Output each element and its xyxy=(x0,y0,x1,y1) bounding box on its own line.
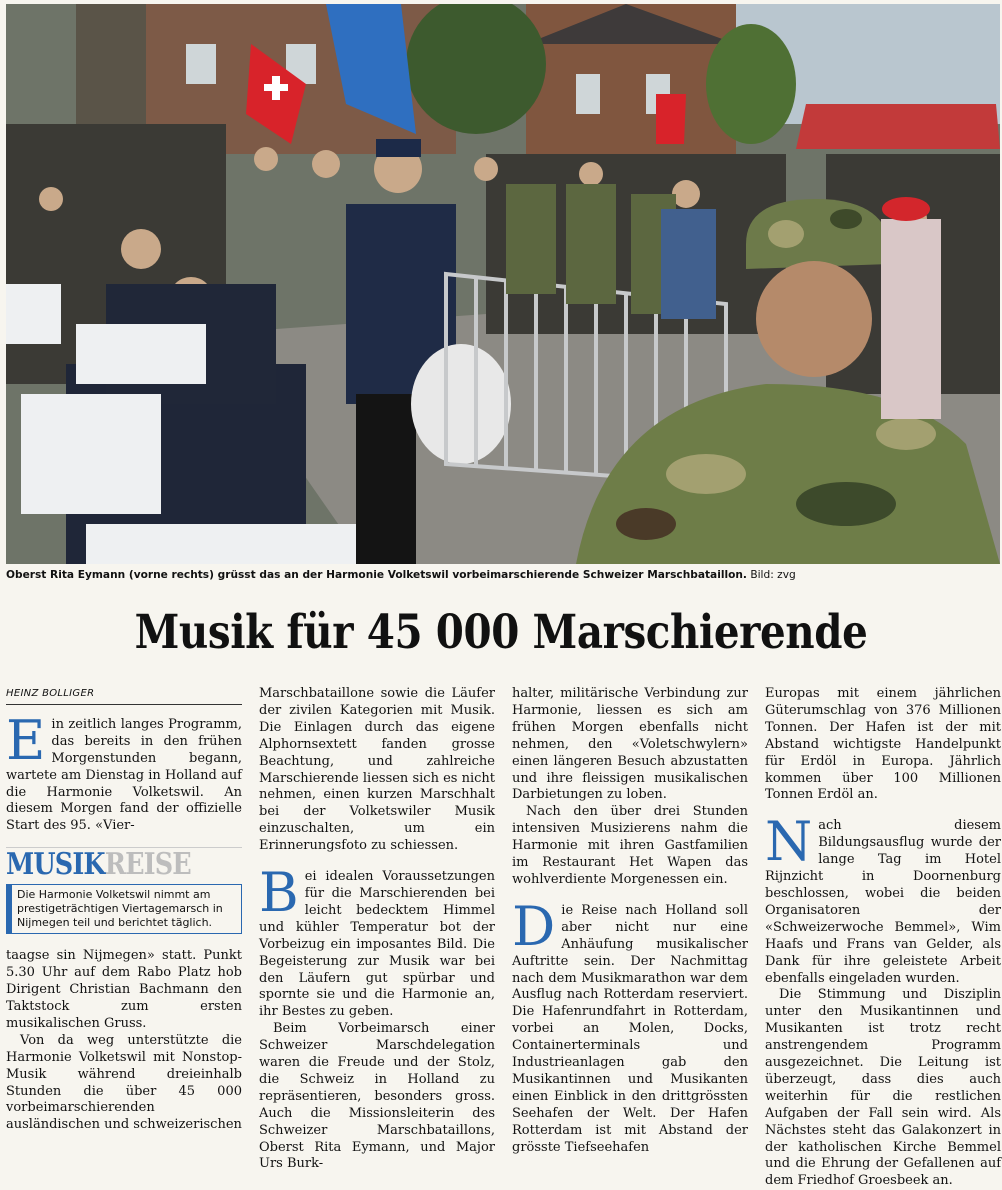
rubric-title xyxy=(6,848,207,882)
article-column-4 xyxy=(765,686,1001,1190)
paragraph: ei idealen Voraussetzungen für die Marschierenden bei leicht bedecktem Himmel und kühler Temperatur bot der Vorbeizug ein imposantes Bild. Die Begeisterung zur Musik war bei den Läufern gut spürbar und spornte sie und die Harmonie an, ihr Bestes zu geben. xyxy=(259,869,495,1020)
drop-cap: D xyxy=(512,894,556,958)
headline: Musik für 45 000 Marschierende xyxy=(134,605,868,660)
paragraph: Europas mit einem jährlichen Güterumschlag von 376 Millionen Tonnen. Der Hafen ist der mit Abstand wichtigste Handelpunkt für Erdöl in Europa. Jährlich kommen über 100 Millionen Tonnen Erdöl an. xyxy=(765,686,1001,803)
caption-text: Oberst Rita Eymann (vorne rechts) grüsst das an der Harmonie Volketswil vorbeimarschierende Schweizer Marschbataillon. xyxy=(6,569,747,581)
paragraph: Beim Vorbeimarsch einer Schweizer Marschdelegation waren die Freude und der Stolz, die Schweiz in Holland zu repräsentieren, besonders gross. Auch die Missionsleiterin des Schweizer Marschbataillons, Oberst Rita Eymann, und Major Urs Burk- xyxy=(259,1021,495,1172)
paragraph: Die Stimmung und Disziplin unter den Musikantinnen und Musikanten ist trotz recht anstrengendem Programm ausgezeichnet. Die Leitung ist überzeugt, dass dies auch weiterhin für die restlichen Aufgaben der Fall sein wird. Als Nächstes steht das Galakonzert in der katholischen Kirche Bemmel und die Ehrung der Gefallenen auf dem Friedhof Groesbeek an. xyxy=(765,987,1001,1189)
photo-caption xyxy=(6,568,996,582)
paragraph: ie Reise nach Holland soll aber nicht nur eine Anhäufung musikalischer Auftritte sein. Der Nachmittag nach dem Musikmarathon war dem Ausflug nach Rotterdam reserviert. Die Hafenrundfahrt in Rotterdam, vorbei an Molen, Docks, Containerterminals und Industrieanlagen gab den Musikantinnen und Musikanten einen Einblick in den drittgrössten Seehafen der Welt. Der Hafen Rotterdam ist mit Abstand der grösste Tiefseehafen xyxy=(512,902,748,1155)
drop-cap: E xyxy=(6,708,46,772)
photo-credit: Bild: zvg xyxy=(750,569,796,581)
paragraph: halter, militärische Verbindung zur Harmonie, liessen es sich am frühen Morgen ebenfalls nicht nehmen, den «Voletschwylern» einen längeren Besuch abzustatten und ihre fleissigen musikalischen Darbietungen zu loben. xyxy=(512,686,748,803)
drop-cap: B xyxy=(259,861,299,925)
rubric xyxy=(6,847,242,934)
drop-cap: N xyxy=(765,810,813,874)
photo-illustration xyxy=(6,4,1000,564)
rubric-description: Die Harmonie Volketswil nimmt am prestigeträchtigen Viertagemarsch in Nijmegen teil und berichtet täglich. xyxy=(6,884,242,934)
rubric-title-part1: MUSIK xyxy=(6,847,105,883)
news-photo xyxy=(6,4,1000,564)
paragraph: ach diesem Bildungsausflug wurde der lange Tag im Hotel Rijnzicht in Doornenburg beschlossen, wobei die beiden Organisatoren der «Schweizerwoche Bemmel», Wim Haafs und Frans van Gelder, als Dank für ihre geleistete Arbeit ebenfalls eingeladen wurden. xyxy=(765,818,1001,986)
paragraph: Nach den über drei Stunden intensiven Musizierens nahm die Harmonie mit ihren Gastfamilien im Restaurant Het Wapen das wohlverdiente Morgenessen ein. xyxy=(512,804,748,887)
author-byline: HEINZ BOLLIGER xyxy=(6,686,242,705)
paragraph: Von da weg unterstützte die Harmonie Volketswil mit Nonstop-Musik während dreieinhalb Stunden die über 45 000 vorbeimarschierenden ausländischen und schweizerischen xyxy=(6,1032,242,1133)
article-column-1 xyxy=(6,686,242,1134)
paragraph: Marschbataillone sowie die Läufer der zivilen Kategorien mit Musik. Die Einlagen durch das eigene Alphornsextett fanden grosse Beachtung, und zahlreiche Marschierende liessen sich es nicht nehmen, einen kurzen Marschhalt bei der Volketswiler Musik einzuschalten, um ein Erinnerungsfoto zu schiessen. xyxy=(259,686,495,854)
article-column-2 xyxy=(259,686,495,1173)
rubric-title-part2: REISE xyxy=(104,847,191,883)
paragraph: in zeitlich langes Programm, das bereits in den frühen Morgenstunden begann, wartete am Dienstag in Holland auf die Harmonie Volketswil. An diesem Morgen fand der offizielle Start des 95. «Vier- xyxy=(6,716,242,834)
article-column-3 xyxy=(512,686,748,1156)
paragraph: taagse sin Nijmegen» statt. Punkt 5.30 Uhr auf dem Rabo Platz hob Dirigent Christian Bachmann den Taktstock zum ersten musikalischen Gruss. xyxy=(6,948,242,1031)
